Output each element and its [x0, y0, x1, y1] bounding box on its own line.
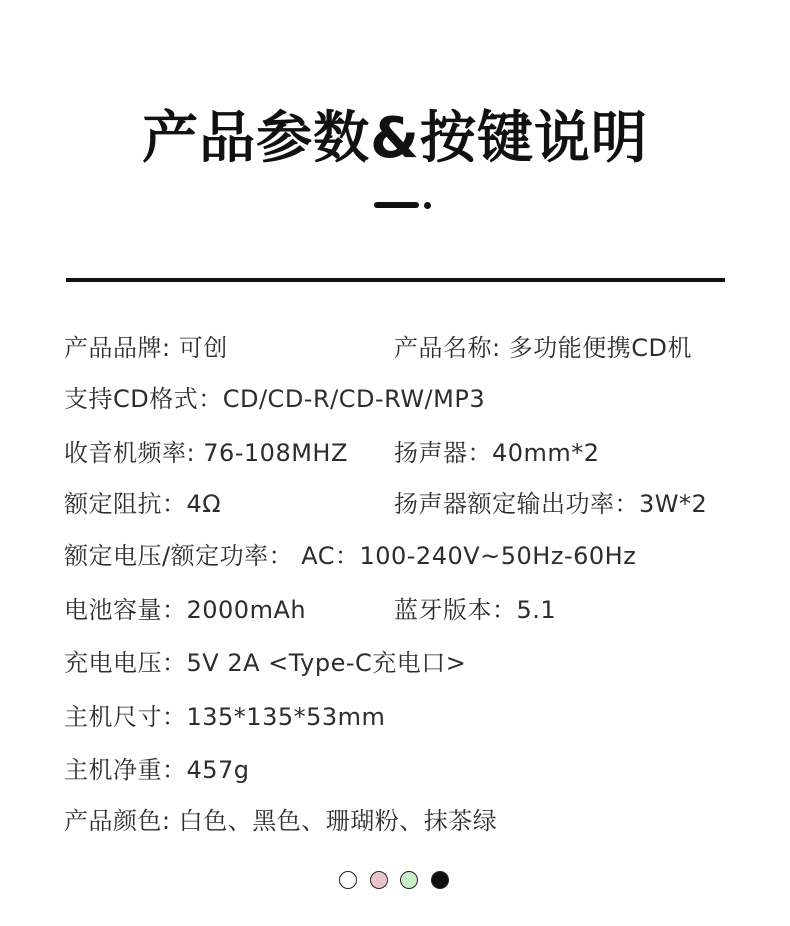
spec-row	[64, 592, 764, 628]
spec-weight: 主机净重：457g	[64, 756, 250, 784]
spec-row	[64, 381, 764, 417]
spec-battery: 电池容量：2000mAh	[64, 596, 307, 624]
title-decoration-dot	[424, 202, 431, 209]
spec-speaker: 扬声器：40mm*2	[394, 439, 600, 467]
spec-charging: 充电电压：5V 2A <Type-C充电口>	[64, 649, 467, 677]
spec-row	[64, 330, 764, 366]
spec-row	[64, 435, 764, 471]
coral-pink-swatch[interactable]	[370, 871, 388, 889]
spec-voltage-power: 额定电压/额定功率： AC：100-240V~50Hz-60Hz	[64, 542, 637, 570]
spec-row	[64, 486, 764, 522]
spec-row	[64, 699, 764, 735]
black-swatch[interactable]	[431, 871, 449, 889]
page-title: 产品参数&按键说明	[142, 106, 648, 171]
spec-colors: 产品颜色: 白色、黑色、珊瑚粉、抹茶绿	[64, 807, 498, 835]
spec-impedance: 额定阻抗：4Ω	[64, 490, 222, 518]
spec-speaker-power: 扬声器额定输出功率：3W*2	[394, 490, 708, 518]
spec-row	[64, 803, 764, 839]
spec-brand: 产品品牌: 可创	[64, 334, 228, 362]
spec-row	[64, 538, 764, 574]
spec-bluetooth: 蓝牙版本：5.1	[394, 596, 557, 624]
spec-row	[64, 752, 764, 788]
spec-radio-frequency: 收音机频率: 76-108MHZ	[64, 439, 348, 467]
spec-cd-formats: 支持CD格式：CD/CD-R/CD-RW/MP3	[64, 385, 486, 413]
spec-dimensions: 主机尺寸：135*135*53mm	[64, 703, 386, 731]
white-swatch[interactable]	[339, 871, 357, 889]
matcha-green-swatch[interactable]	[400, 871, 418, 889]
spec-product-name: 产品名称: 多功能便携CD机	[394, 334, 692, 362]
title-decoration-dash	[374, 202, 419, 208]
section-divider	[66, 278, 725, 282]
spec-row	[64, 645, 764, 681]
